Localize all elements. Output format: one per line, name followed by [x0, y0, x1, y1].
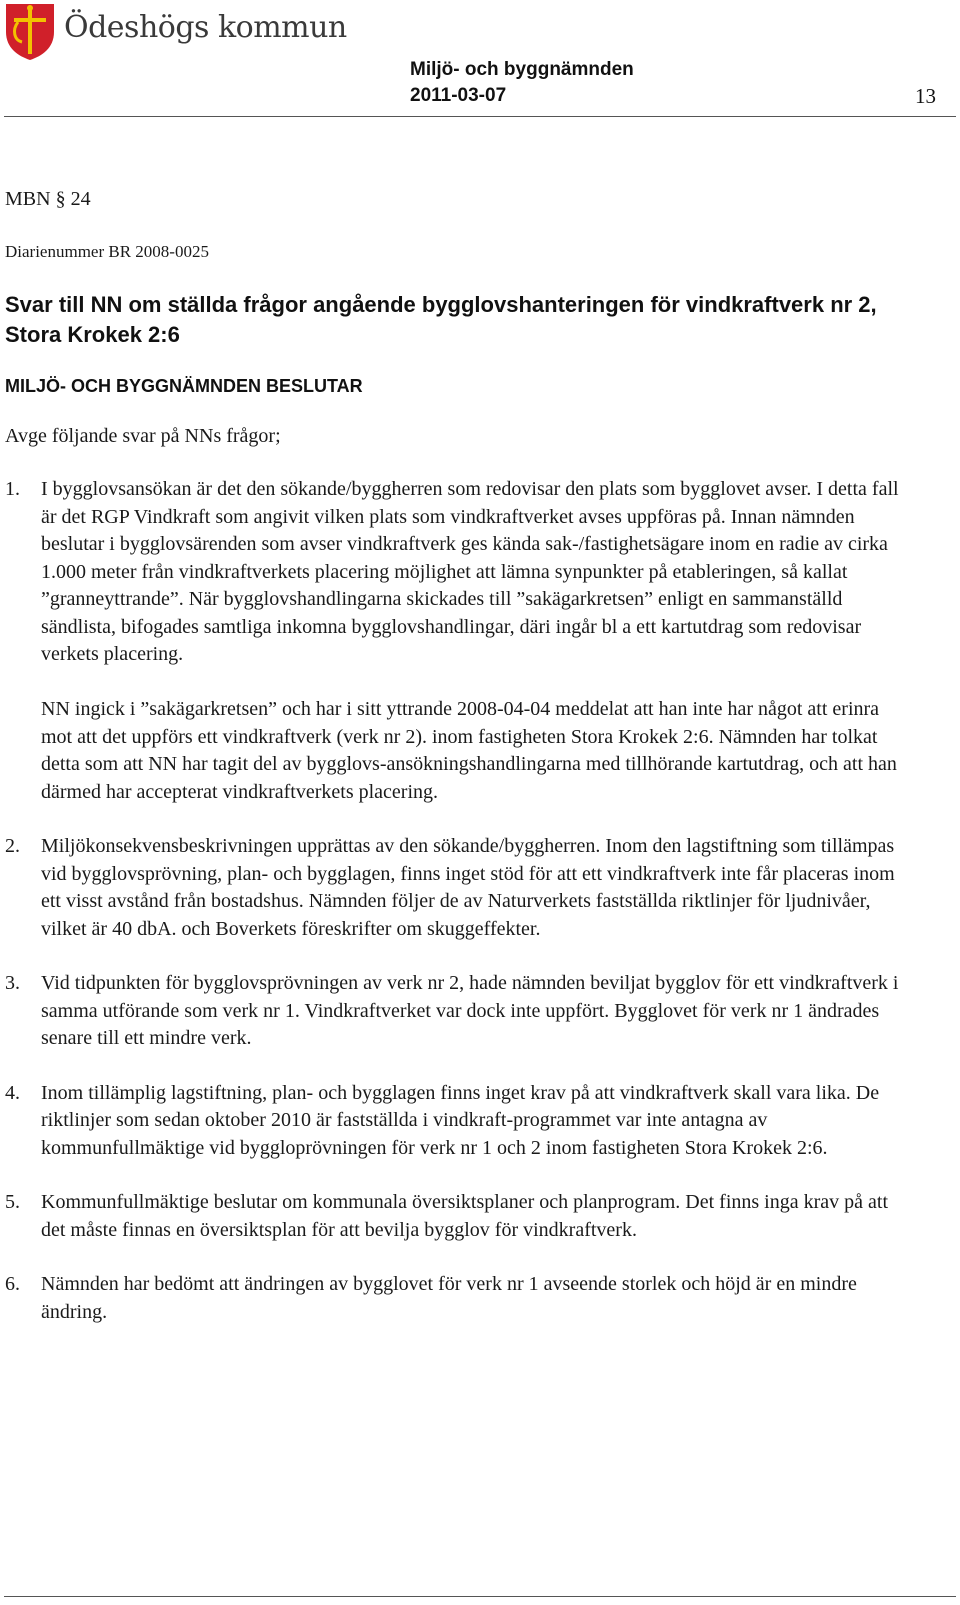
item-paragraph: I bygglovsansökan är det den sökande/byggherren som redovisar den plats som bygglovet avser. I detta fall är det RGP Vindkraft som angivit vilken plats som vindkraftverket avses uppföras på. Innan nämnden beslutar i bygglovsärenden som avser vindkraftverk ges kända sak-/fastighetsägare inom en radie av cirka 1.000 meter från vindkraftverkets placering möjlighet att lämna synpunkter på etableringen, så kallat ”granneyttrande”. När bygglovshandlingarna skickades till ”sakägarkretsen” enligt en sammanställd sändlista, bifogades samtliga inkomna bygglovshandlingar, däri ingår bl a ett kartutdrag som redovisar verkets placering. [41, 478, 899, 665]
item-paragraph: Kommunfullmäktige beslutar om kommunala översiktsplaner och planprogram. Det finns inga krav på att det måste finnas en översiktsplan för att bevilja bygglov för vindkraftverk. [41, 1191, 889, 1241]
answer-item-5 [0, 1189, 900, 1244]
item-paragraph: Vid tidpunkten för bygglovsprövningen av verk nr 2, hade nämnden beviljat bygglov för ett vindkraftverk i samma utförande som verk nr 1. Vindkraftverket var dock inte uppfört. Bygglovet för verk nr 1 ändrades senare till ett mindre verk. [41, 972, 899, 1049]
item-number: 3. [5, 972, 20, 994]
coat-of-arms-icon [4, 2, 56, 62]
item-number: 4. [5, 1081, 20, 1104]
item-number: 6. [5, 1273, 20, 1295]
intro-text: Avge följande svar på NNs frågor; [5, 425, 281, 447]
item-number: 1. [5, 478, 20, 500]
answer-item-2 [0, 833, 900, 943]
item-paragraph: Inom tillämplig lagstiftning, plan- och bygglagen finns inget krav på att vindkraftverk skall vara lika. De riktlinjer som sedan oktober 2010 är fastställda i vindkraft-programmet var inte antagna av kommunfullmäktige vid byggloprövningen för verk nr 1 och 2 inom fastigheten Stora Krokek 2:6. [41, 1081, 880, 1159]
answer-item-4 [0, 1080, 900, 1163]
diarienummer: Diarienummer BR 2008-0025 [5, 242, 209, 261]
decision-heading: MILJÖ- OCH BYGGNÄMNDEN BESLUTAR [5, 376, 363, 396]
org-name: Ödeshögs kommun [64, 10, 347, 45]
document-title: Svar till NN om ställda frågor angående bygglovshanteringen för vindkraftverk nr 2, Stora Krokek 2:6 [5, 292, 877, 347]
header-department: Miljö- och byggnämnden [410, 59, 634, 80]
header-date: 2011-03-07 [410, 85, 507, 106]
item-paragraph: Nämnden har bedömt att ändringen av bygglovet för verk nr 1 avseende storlek och höjd är en mindre ändring. [41, 1273, 857, 1323]
header-divider [4, 116, 956, 117]
municipality-logo [4, 2, 347, 62]
answer-item-1 [0, 476, 900, 806]
answer-list [0, 476, 900, 1353]
item-number: 5. [5, 1191, 20, 1213]
paragraph-reference: MBN § 24 [5, 188, 91, 210]
footer-divider [4, 1596, 956, 1597]
item-number: 2. [5, 835, 20, 857]
answer-item-6 [0, 1271, 900, 1326]
answer-item-3 [0, 970, 900, 1053]
item-paragraph: Miljökonsekvensbeskrivningen upprättas av den sökande/byggherren. Inom den lagstiftning som tillämpas vid bygglovsprövning, plan- och bygglagen, finns inget stöd för att ett vindkraftverk inte får placeras inom ett visst avstånd från bostadshus. Nämnden följer de av Naturverkets fastställda riktlinjer för ljudnivåer, vilket är 40 dbA. och Boverkets föreskrifter om skuggeffekter. [41, 835, 895, 940]
page-number: 13 [915, 84, 936, 108]
item-paragraph: NN ingick i ”sakägarkretsen” och har i sitt yttrande 2008-04-04 meddelat att han inte har något att erinra mot att det uppförs ett vindkraftverk (verk nr 2). inom fastigheten Stora Krokek 2:6. Nämnden har tolkat detta som att NN har tagit del av bygglovs-ansökningshandlingarna med tillhörande kartutdrag, och att han därmed har accepterat vindkraftverkets placering. [41, 698, 897, 803]
